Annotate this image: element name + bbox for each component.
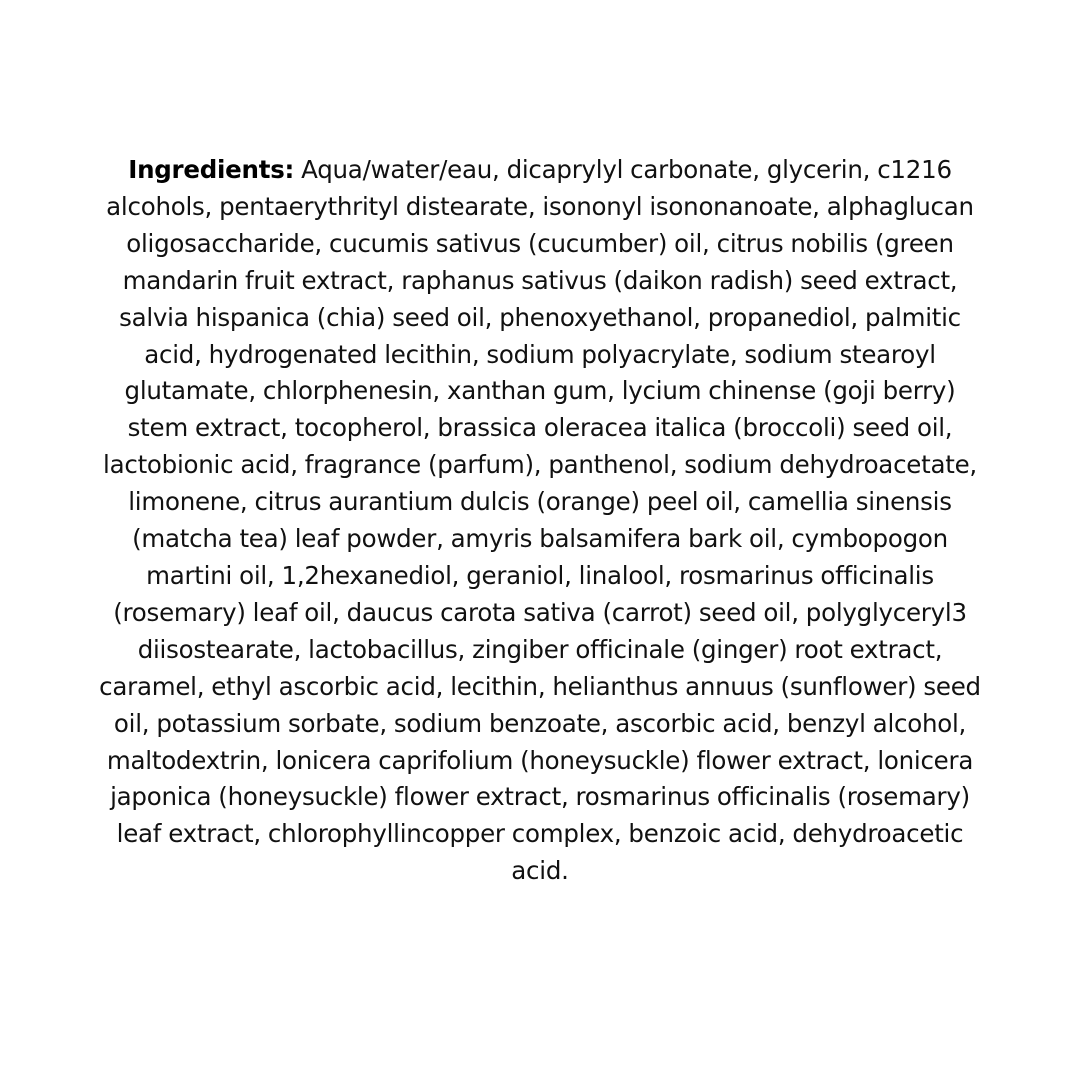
ingredients-heading: Ingredients: (128, 155, 295, 184)
ingredients-text: Aqua/water/eau, dicaprylyl carbonate, glycerin, c1216 alcohols, pentaerythrityl distearate, isononyl isononanoate, alphaglucan oligosaccharide, cucumis sativus (cucumber) oil, citrus nobilis (green mandarin fruit extract, raphanus sativus (daikon radish) seed extract, salvia hispanica (chia) seed oil, phenoxyethanol, propanediol, palmitic acid, hydrogenated lecithin, sodium polyacrylate, sodium stearoyl glutamate, chlorphenesin, xanthan gum, lycium chinense (goji berry) stem extract, tocopherol, brassica oleracea italica (broccoli) seed oil, lactobionic acid, fragrance (parfum), panthenol, sodium dehydroacetate, limonene, citrus aurantium dulcis (orange) peel oil, camellia sinensis (matcha tea) leaf powder, amyris balsamifera bark oil, cymbopogon martini oil, 1,2hexanediol, geraniol, linalool, rosmarinus officinalis (rosemary) leaf oil, daucus carota sativa (carrot) seed oil, polyglyceryl3 diisostearate, lactobacillus, zingiber officinale (ginger) root extract, caramel, ethyl ascorbic acid, lecithin, helianthus annuus (sunflower) seed oil, potassium sorbate, sodium benzoate, ascorbic acid, benzyl alcohol, maltodextrin, lonicera caprifolium (honeysuckle) flower extract, lonicera japonica (honeysuckle) flower extract, rosmarinus officinalis (rosemary) leaf extract, chlorophyllincopper complex, benzoic acid, dehydroacetic acid. (99, 155, 981, 886)
ingredients-list (95, 152, 985, 890)
